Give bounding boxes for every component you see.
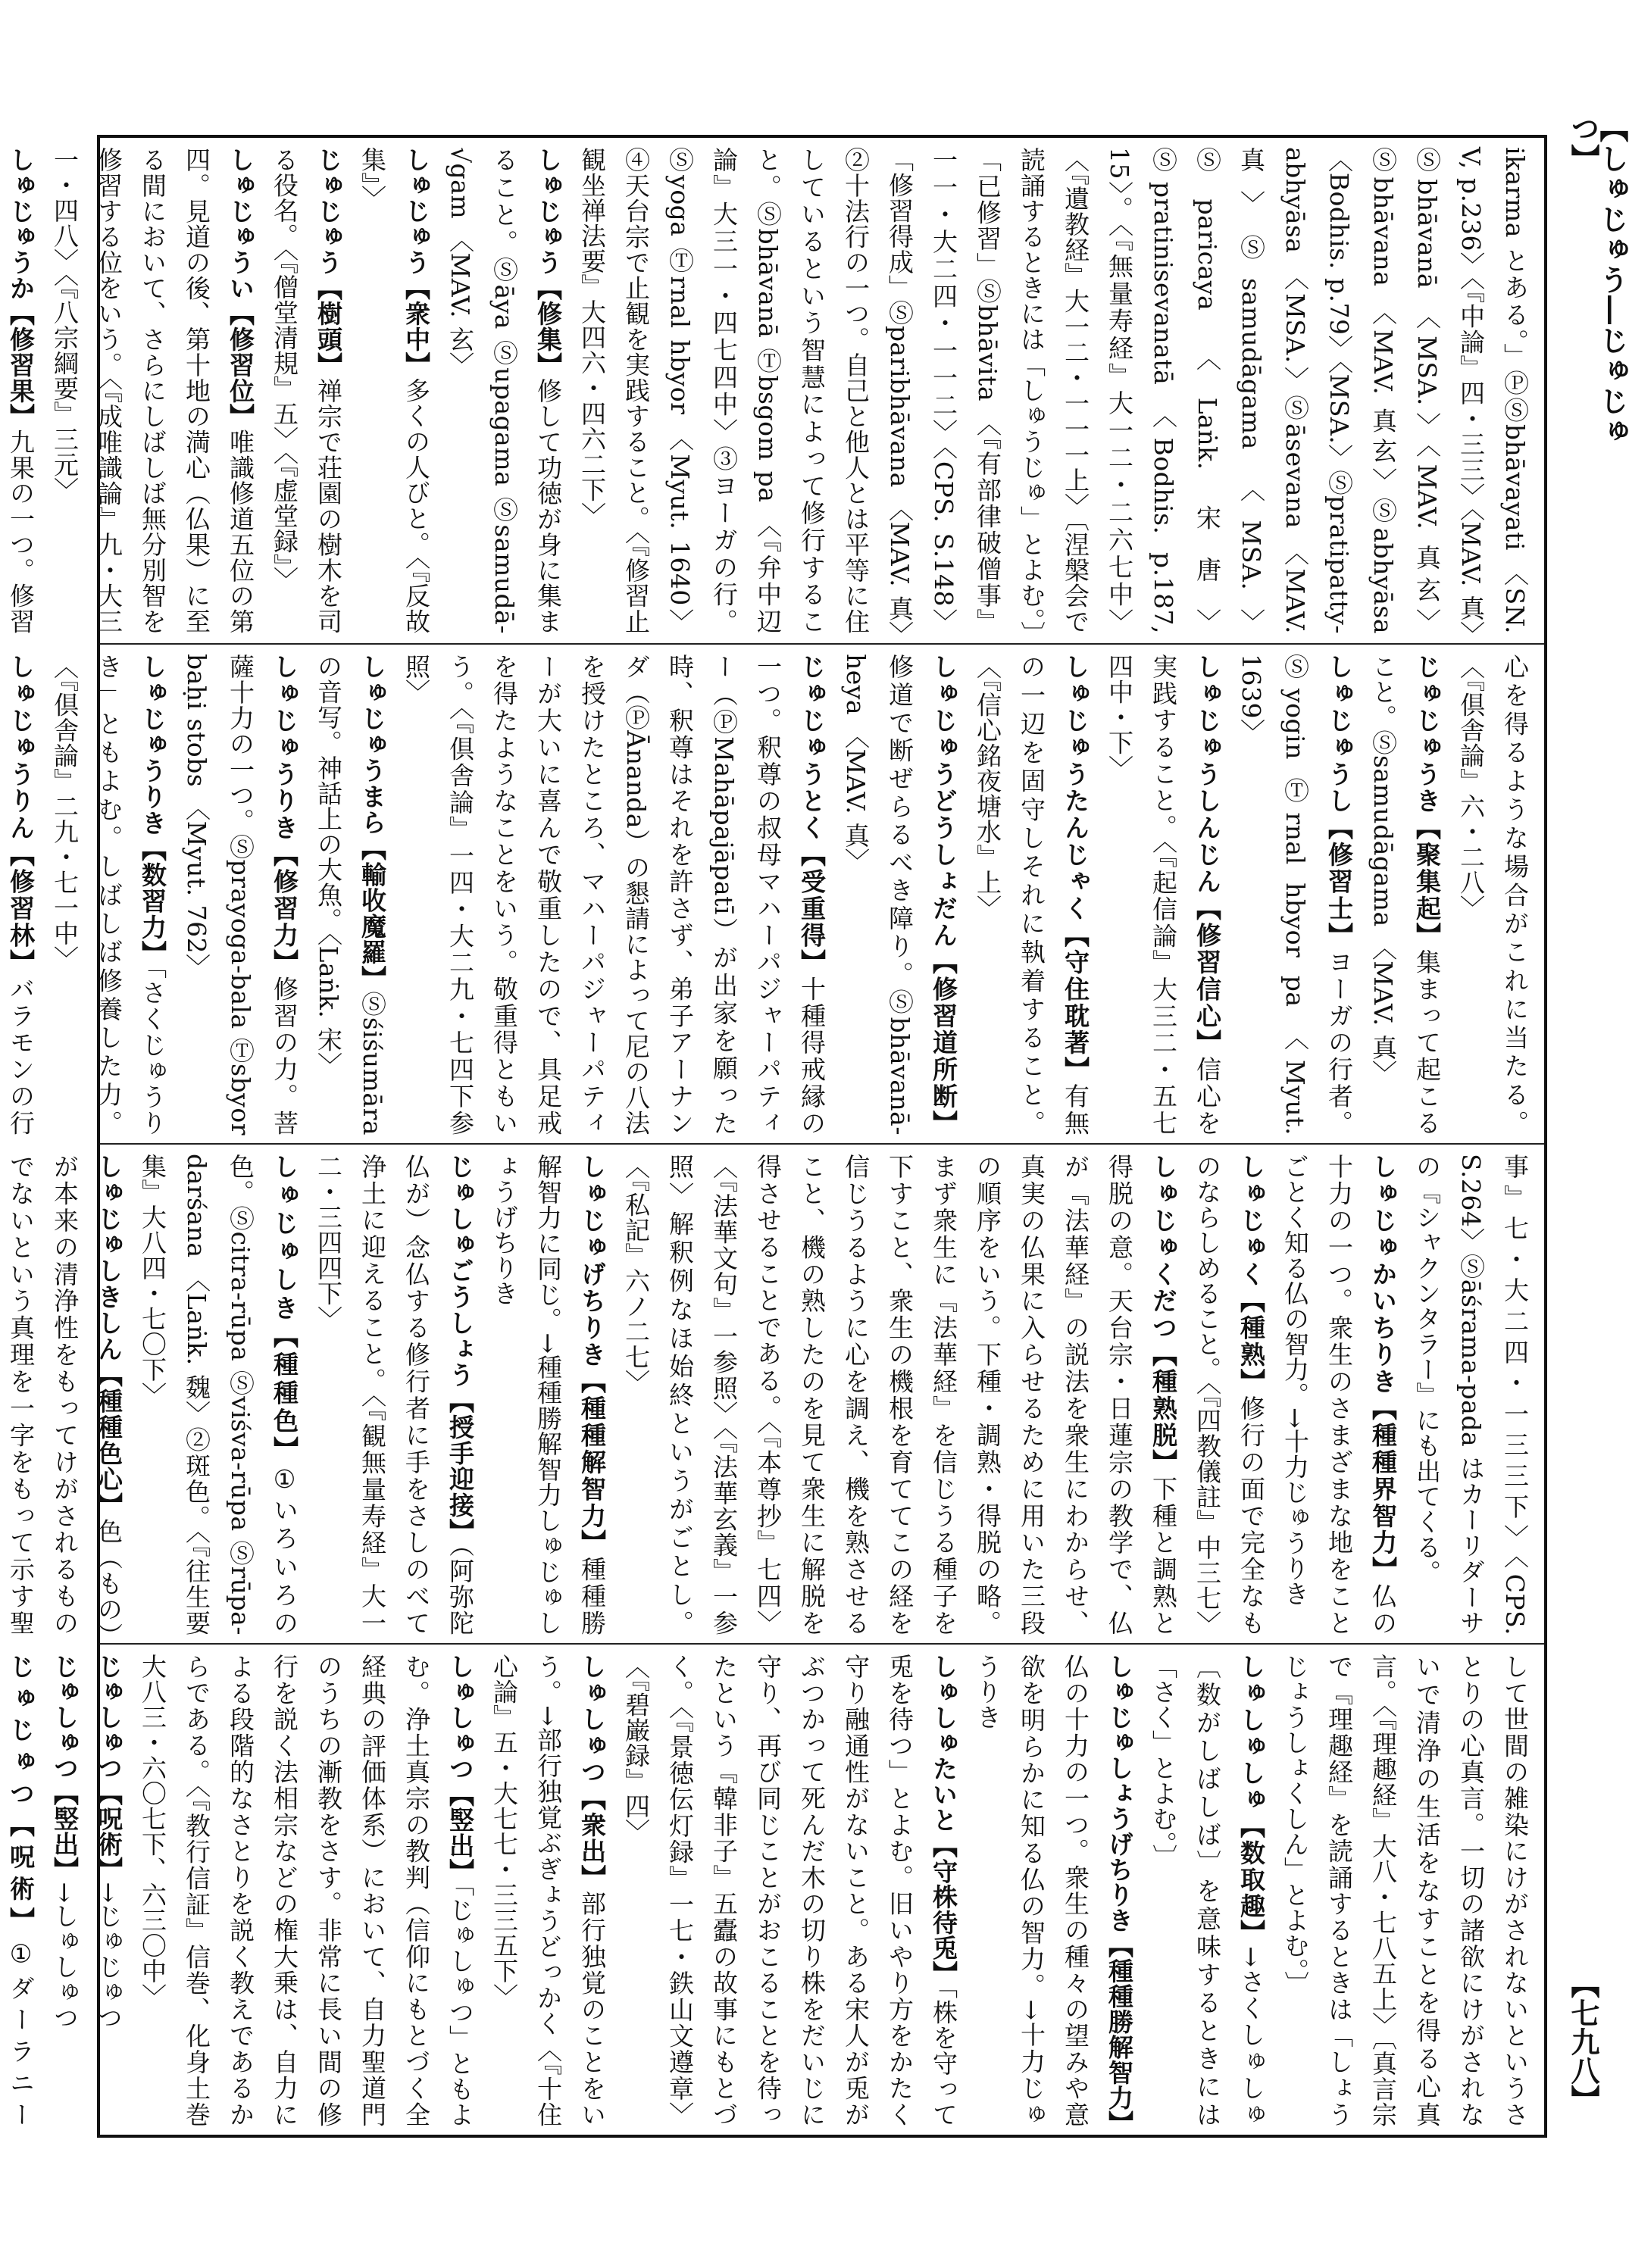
entry-headword: しゅじゅうりん【修習林】 (6, 654, 36, 976)
entry-definition: ikarma とある。」ⓅⓈbhāvayati 〈SN. V, p.236〉〈『中論』四・三三〉〈MAV. 真〉Ⓢbhāvanā 〈MSA.〉〈MAV. 真玄〉Ⓢbhāvana 〈MAV. 真玄〉Ⓢabhyāsa 〈Bodhis. p.79〉〈MSA.〉Ⓢpratipatty-abhyāsa 〈MSA.〉Ⓢāsevana 〈MAV. 真〉Ⓢsamudāgama 〈MSA.〉Ⓢparicaya 〈Laṅk. 宋唐〉Ⓢpratinisevanatā 〈Bodhis. p.187, 15〉。〈『無量寿経』大一二・二六七中〉〈『遺教経』大一二・一一一上〉〔涅槃会で読誦するときには「しゅうじゅ」とよむ。〕「已修習」Ⓢbhāvita 〈『有部律破僧事』一一・大二四・一一二〉〈CPS. S.148〉「修習得成」Ⓢparibhāvana 〈MAV. 真〉②十法行の一つ。自己と他人とは平等に住しているという智慧によって修行すること。Ⓢbhāvanā Ⓣbsgom pa 〈『弁中辺論』大三一・四七四中〉③ヨーガの行。Ⓢyoga Ⓣrnal hbyor 〈Myut. 1640〉④天台宗で止観を実践すること。〈『修習止観坐禅法要』大四六・四六二下〉 (577, 147, 1530, 634)
entry-headword: しゅじゅうりき【数習力】 (138, 654, 167, 967)
entry-definition: →しゅしゅつ (50, 1882, 80, 2031)
dictionary-entry (965, 1654, 1141, 2136)
entry-definition: 「株を守って兎を待つ」とよむ。旧いやり方をかたく守り融通性がないこと。ある宋人が兎がぶつかって死んだ木の切り株をだいじに守り、再び同じことがおこることを待ったという『韓非子』五蠹の故事にもとづく。〈『景徳伝灯録』一七・鉄山文遵章〉〈『碧巌録』四〉 (621, 1654, 958, 2128)
dictionary-entry (86, 1654, 130, 2127)
entry-headword: しゅじゅしき【種種色】 (270, 1154, 299, 1465)
tier-text (6, 147, 1537, 635)
entry-headword: じゅしゅつ【呪術】 (94, 1654, 124, 1882)
dictionary-entry (1097, 654, 1229, 1136)
entry-definition: ヨーガの行者。Ⓢyogin Ⓣrnal hbyor pa 〈Myut. 1639〉 (1237, 654, 1354, 1136)
dictionary-entry (350, 147, 438, 634)
entry-headword: しゅしゅつ【衆出】 (577, 1654, 607, 1892)
dictionary-entry (1273, 1654, 1537, 2127)
entry-headword: しゅじゅげちりき【種種解智力】 (577, 1154, 607, 1557)
entry-definition: 禅宗で荘園の樹木を司る役名。〈『僧堂清規』五〉〈『虚堂録』〉 (270, 147, 343, 635)
entry-headword: じゅじゅうとく【受重得】 (797, 654, 827, 976)
dictionary-entry (482, 1654, 614, 2127)
entry-headword: しゅじゅしょうげちりき【種種勝解智力】 (1105, 1654, 1134, 2136)
entry-headword: じゅじゅつ【呪術】 (6, 1654, 36, 1939)
entry-headword: じゅじゅう【樹頭】 (314, 147, 343, 378)
tier-4 (6, 1643, 1544, 2136)
dictionary-entry (0, 147, 42, 634)
dictionary-entry (965, 654, 1097, 1136)
entry-definition: Ⓢśiśumāra の音写。神話上の大魚。〈Laṅk. 宋〉 (314, 654, 387, 1136)
entry-headword: しゅじゅく【種熟】 (1237, 1154, 1266, 1395)
dictionary-entry (42, 147, 262, 634)
page-number: 【七九八】 (1566, 1970, 1600, 2113)
entry-definition: 仏の十力の一つ。衆生の種々の望みや意欲を明らかに知る仏の智力。→十力じゅうりき (973, 1654, 1090, 2127)
entry-headword: しゅじゅかいちりき【種種界智力】 (1368, 1154, 1398, 1584)
entry-headword: しゅじゅうまら【輸收魔羅】 (358, 654, 387, 992)
tier-text (6, 1654, 1537, 2136)
entry-definition: 唯識修道五位の第四。見道の後、第十地の満心（仏果）に至る間において、さらにしばしば無分別智を修習する位をいう。〈『成唯識論』九・大三一・四八〉〈『八宗綱要』三元〉 (50, 147, 255, 635)
entry-headword: しゅじゅうか【修習果】 (6, 147, 36, 430)
entry-definition: 修して功徳が身に集まること。Ⓢāya Ⓢupagama Ⓢsamudā-√gam 〈MAV. 玄〉 (446, 147, 563, 635)
dictionary-entry (0, 1654, 42, 2127)
entry-headword: しゅじゅうしんじん【修習信心】 (1193, 654, 1222, 1057)
tier-text (6, 654, 1537, 1136)
dictionary-entry (130, 1154, 306, 1635)
dictionary-entry (1229, 654, 1361, 1136)
entry-definition: バラモンの行 (6, 976, 36, 1136)
dictionary-entry (130, 1654, 482, 2127)
entry-definition: 有無の一辺を固守しそれに執着すること。〈『信心銘夜塘水』上〉 (973, 654, 1090, 1136)
entry-headword: しゅじゅうい【修習位】 (226, 147, 255, 430)
dictionary-entry (570, 147, 1537, 634)
entry-definition: 十種得戒縁の一つ。釈尊の叔母マハーパジャーパティー（ⓅMahāpajāpatī）が出家を願った時、釈尊はそれを許さず、弟子アーナンダ（ⓅĀnanda）の懇請によって尼の八法を授けたところ、マハーパジャーパティーが大いに喜んで敬重したので、具足戒を得たようなことをいう。敬重得ともいう。〈『倶舎論』一四・大二九・七四下参照〉 (402, 654, 827, 1136)
entry-definition: 修習の力。菩薩十力の一つ。Ⓢprayoga-bala Ⓣsbyor baḥi stobs 〈Myut. 762〉 (182, 654, 299, 1136)
entry-headword: しゅじゅう【衆中】 (402, 147, 431, 378)
dictionary-page-frame (6, 135, 1547, 2138)
entry-headword: しゅじゅくだつ【種熟脱】 (1149, 1154, 1178, 1476)
entry-headword: しゅしゅしゅ【数取趣】 (1237, 1654, 1266, 1947)
entry-headword: しゅじゅしきしん【種種色心】 (94, 1154, 124, 1519)
entry-definition: 下種と調熟と得脱の意。天台宗・日蓮宗の教学で、仏が『法華経』の説法を衆生にわからせ、真実の仏果に入らせるために用いた三段の順序をいう。下種・調熟・得脱の略。まず衆生に『法華経』を信じうる種子を下すこと、衆生の機根を育ててこの経を信じうるように心を調え、機を熟させること、機の熟したのを見て衆生に解脱を得させることである。〈『本尊抄』七四〉〈『法華文句』一参照〉〈『法華玄義』一参照〉解釈例なほ始終というがごとし。〈『私記』六ノ二七〉 (621, 1154, 1178, 1636)
dictionary-entry (262, 147, 350, 634)
entry-definition: 仏の十力の一つ。衆生のさまざまな地をことごとく知る仏の智力。→十力じゅうりき (1280, 1154, 1398, 1636)
dictionary-entry (394, 654, 833, 1136)
entry-definition: ①いろいろの色。Ⓢcitra-rūpa Ⓢviśva-rūpa Ⓢrūpa-darśana 〈Laṅk. 魏〉②斑色。〈『往生要集』大八四・七〇下〉 (138, 1154, 299, 1635)
entry-headword: じゅしゅつ【竪出】 (50, 1654, 80, 1882)
dictionary-entry (42, 1654, 86, 2127)
entry-headword: しゅじゅうたんじゃく【守住耽著】 (1061, 654, 1090, 1084)
entry-definition: 事』七・大二四・一三三下〉〈CPS. S.264〉Ⓢāśrama-pada はカーリダーサの『シャクンタラー』にも出てくる。 (1412, 1154, 1530, 1635)
entry-definition: 部行独覚のことをいう。→部行独覚ぶぎょうどっかく〈『十住心論』五・大七七・三三五下〉 (489, 1654, 607, 2128)
dictionary-entry (1185, 1154, 1273, 1635)
tier-3 (6, 1143, 1544, 1645)
entry-definition: 九果の一つ。修習 (6, 429, 36, 635)
entry-definition: 心を得るような場合がこれに当たる。〈『倶舎論』六・二八〉 (1456, 654, 1530, 1136)
tier-2 (6, 643, 1544, 1145)
dictionary-entry (1141, 1654, 1273, 2127)
dictionary-entry (306, 654, 394, 1136)
entry-definition: 信心を実践すること。〈『起信論』大三二・五七四中・下〉 (1105, 654, 1222, 1136)
entry-definition: 「さくじゅうりき」ともよむ。しばしば修養した力。〈『倶舎論』二九・七一中〉 (50, 654, 167, 1136)
entry-definition: して世間の雑染にけがされないというさとりの心真言。一切の諸欲にけがされないで清浄の生活をなすことを得る心真言。〈『理趣経』大八・七八五上〉〔真言宗で『理趣経』を読誦するときは「しょうじょうしょくしん」とよむ。〕 (1280, 1654, 1530, 2127)
dictionary-entry (1361, 654, 1449, 1136)
dictionary-entry (1273, 1154, 1405, 1635)
entry-definition: 種種勝解智力に同じ。→種種勝解智力しゅじゅしょうげちりき (489, 1154, 607, 1636)
entry-headword: しゅじゅうどうしょだん【修習道所断】 (929, 654, 958, 1136)
entry-definition: →さくしゅしゅ〔数がしばしば〕を意味するときには「さく」とよむ。〕 (1149, 1654, 1266, 2128)
entry-headword: しゅしゅたいと【守株待兎】 (929, 1654, 958, 1987)
dictionary-entry (1405, 1154, 1537, 1635)
dictionary-entry (614, 1154, 1185, 1635)
dictionary-entry (42, 654, 174, 1136)
dictionary-entry (614, 1654, 965, 2127)
running-head: 【しゅじゅう―じゅじゅつ】 (1566, 114, 1629, 447)
dictionary-entry (0, 654, 42, 1136)
dictionary-entry (438, 147, 570, 634)
entry-definition: 修行の面で完全なものならしめること。〈『四教儀註』中三七〉 (1193, 1154, 1266, 1636)
tier-text (6, 1154, 1537, 1636)
entry-definition: 集まって起こること。Ⓢsamudāgama 〈MAV. 真〉 (1368, 654, 1442, 1136)
dictionary-entry (174, 654, 306, 1136)
entry-definition: 修道で断ぜらるべき障り。Ⓢbhāvanā-heya 〈MAV. 真〉 (841, 654, 915, 1136)
entry-headword: しゅしゅつ【竪出】 (446, 1654, 475, 1884)
entry-headword: しゅじゅうし【修習士】 (1324, 654, 1354, 949)
entry-headword: じゅしゅごうしょう【授手迎接】 (446, 1154, 475, 1545)
entry-definition: ①ダーラニー (6, 1938, 36, 2128)
entry-definition: 色（もの）が本来の清浄性をもってけがされるものでないという真理を一字をもって示す聖 (6, 1154, 124, 1636)
dictionary-entry (1449, 654, 1537, 1136)
dictionary-entry (306, 1154, 482, 1635)
entry-definition: （阿弥陀仏が）念仏する修行者に手をさしのべて浄土に迎えること。〈『観無量寿経』大一二・三四四下〉 (314, 1154, 475, 1636)
entry-headword: しゅじゅう【修集】 (533, 147, 563, 378)
dictionary-entry (0, 1154, 130, 1635)
tier-1 (6, 138, 1544, 643)
entry-headword: しゅじゅうりき【修習力】 (270, 654, 299, 976)
entry-definition: 「じゅしゅつ」ともよむ。浄土真宗の教判（信仰にもとづく全経典の評価体系）において、自力聖道門のうちの漸教をさす。非常に長い間の修行を説く法相宗などの権大乗は、自力による段階的なさとりを説く教えであるからである。〈『教行信証』信巻、化身土巻大八三・六〇七下、六三〇中〉 (138, 1654, 475, 2128)
entry-definition: →じゅじゅつ (94, 1882, 124, 2031)
dictionary-entry (482, 1154, 614, 1635)
entry-definition: 多くの人びと。〈『反故集』〉 (358, 147, 431, 635)
dictionary-entry (833, 654, 965, 1136)
entry-headword: じゅじゅうき【聚集起】 (1412, 654, 1442, 949)
